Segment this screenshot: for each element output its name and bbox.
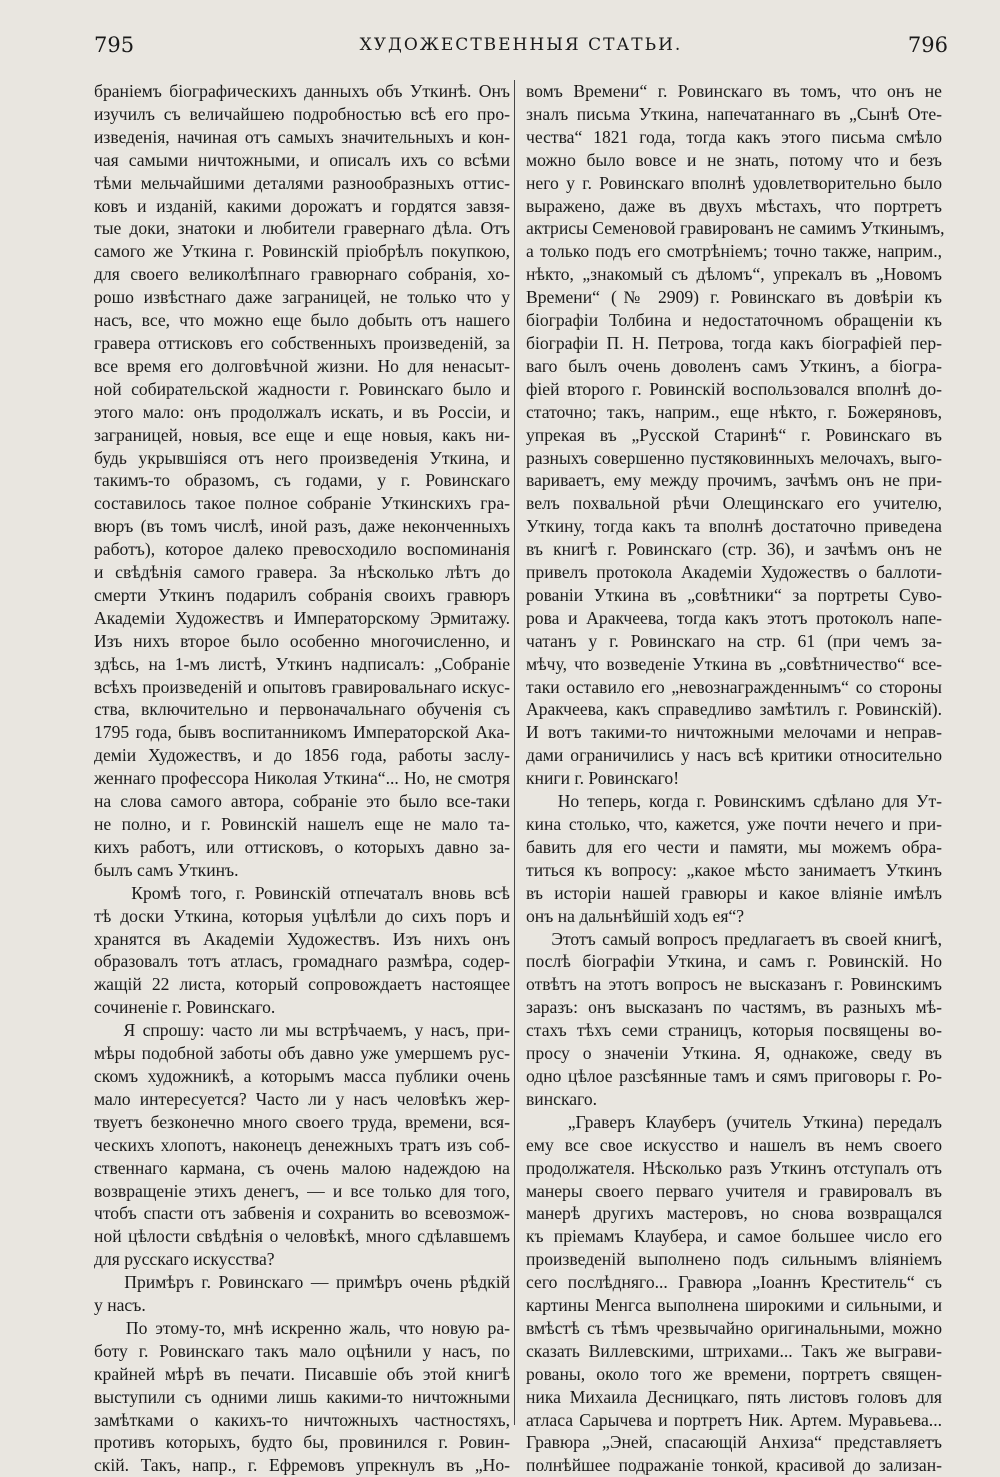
text-line: жащій 22 листа, который сопровождаетъ настоящее (94, 974, 510, 995)
text-line: чатанъ у г. Ровинскаго на стр. 61 (при чемъ за- (526, 630, 942, 651)
text-line: для своего великолѣпнаго гравюрнаго собранія, хо- (94, 264, 510, 285)
text-line: привелъ протокола Академіи Художествъ о баллоти- (526, 562, 942, 583)
right-page-number: 796 (907, 33, 948, 57)
text-line: разныхъ совершенно пустяковинныхъ мелочахъ, выго- (526, 447, 942, 468)
text-line: крайней мѣрѣ въ печати. Писавшіе объ этой книгѣ (94, 1363, 510, 1384)
text-line: не полно, и г. Ровинскій нашелъ еще не мало та- (94, 814, 510, 834)
text-line: титься къ вопросу: „какое мѣсто занимаетъ Уткинъ (526, 859, 942, 880)
text-line: чая самыми ничтожными, и описалъ ихъ со всѣми (94, 149, 510, 170)
right-column (526, 80, 945, 1476)
text-line: сочиненіе г. Ровинскаго. (94, 997, 276, 1018)
text-line: кихъ работъ, или оттисковъ, о которыхъ давно за- (94, 836, 510, 857)
text-line: Аракчеева, какъ справедливо замѣтилъ г. Ровинскій). (526, 699, 942, 720)
text-line: вюръ (въ томъ числѣ, иной разъ, даже неконченныхъ (94, 516, 510, 537)
text-line: одно цѣлое разсѣянные тамъ и сямъ приговоры г. Ро- (526, 1065, 942, 1086)
text-line: продолжателя. Нѣсколько разъ Уткинъ отступалъ отъ (526, 1157, 942, 1178)
text-line: біографіи П. Н. Петрова, тогда какъ біографіей пер- (526, 332, 942, 353)
text-line: упрекая въ „Русской Старинѣ“ г. Ровинскаго въ (526, 424, 942, 445)
text-line: него у г. Ровинскаго вполнѣ удовлетворительно было (526, 172, 942, 193)
text-line: женнаго профессора Николая Уткина“... Но, не смотря (94, 768, 510, 789)
text-line: изучилъ съ величайшею подробностью всѣ его про- (94, 103, 510, 124)
text-line: можно было вовсе и не знать, потому что и безъ (526, 149, 942, 170)
text-line: въ книгѣ г. Ровинскаго (стр. 36), и зачѣмъ онъ не (526, 539, 942, 560)
text-line: ства, включительно и первоначальнаго обученія съ (94, 699, 510, 720)
text-line: гравера оттисковъ его собственныхъ произведеній, за (94, 332, 510, 353)
text-line: всѣхъ произведеній и опытовъ гравировальнаго искус- (94, 676, 510, 697)
text-line: ему все свое искусство и нашелъ въ немъ своего (526, 1134, 942, 1155)
text-line: полнѣйшее подражаніе тонкой, красивой до зализан- (526, 1455, 942, 1476)
text-line: рованы, около того же времени, портретъ священ- (526, 1363, 942, 1384)
text-line: атласа Сарычева и портретъ Ник. Артем. Муравьева... (526, 1409, 942, 1430)
text-line: тые доки, знатоки и любители гравернаго дѣла. Отъ (94, 218, 510, 239)
text-line: „Граверъ Клауберъ (учитель Уткина) передалъ (526, 1111, 942, 1132)
text-line: тѣми мельчайшими деталями разнообразныхъ оттис- (94, 172, 510, 193)
running-title: ХУДОЖЕСТВЕННЫЯ СТАТЬИ. (359, 35, 683, 55)
text-line: чества“ 1821 года, тогда какъ этого письма смѣло (526, 126, 942, 147)
text-line: въ исторіи нашей гравюры и какое вліяніе имѣлъ (526, 882, 942, 903)
text-line: По этому-то, мнѣ искренно жаль, что новую ра- (94, 1317, 510, 1338)
text-line: статочно; такъ, наприм., еще нѣкто, г. Божеряновъ, (526, 401, 942, 422)
text-line: ваго былъ очень доволенъ самъ Уткинъ, а біогра- (526, 355, 942, 376)
text-line: просу о значеніи Уткина. Я, однакоже, сведу въ (526, 1043, 942, 1064)
text-line: возвращеніе этихъ денегъ, — и все только для того, (94, 1180, 510, 1201)
text-line: Академіи Художествъ и Императорскому Эрмитажу. (94, 607, 510, 628)
text-line: мало интересуется? Часто ли у насъ человѣкъ жер- (94, 1088, 510, 1109)
text-line: Этотъ самый вопросъ предлагаетъ въ своей книгѣ, (526, 928, 942, 949)
text-line: выражено, даже въ двухъ мѣстахъ, что портретъ (526, 195, 942, 216)
text-line: книги г. Ровинскаго! (526, 768, 680, 789)
text-line: браніемъ біографическихъ данныхъ объ Уткинѣ. Онъ (94, 81, 510, 101)
text-line: заразъ: онъ высказанъ по частямъ, въ разныхъ мѣ- (526, 997, 942, 1018)
text-line: скомъ художникѣ, а которымъ масса публики очень (94, 1065, 510, 1086)
text-line: выступили съ одними лишь какими-то ничтожными (94, 1386, 510, 1407)
text-line: и свѣдѣнія самого гравера. За нѣсколько лѣтъ до (94, 562, 510, 583)
text-line: таки оставило его „невознагражденнымъ“ со стороны (526, 676, 942, 697)
text-line: велъ похвальной рѣчи Олещинскаго его учителю, (526, 493, 942, 514)
text-line: смерти Уткинъ подарилъ собранія своихъ гравюръ (94, 584, 510, 605)
text-line: фіей второго г. Ровинскій воспользовался вполнѣ до- (526, 378, 942, 399)
text-line: манеры своего перваго учителя и гравировалъ въ (526, 1180, 942, 1201)
text-line: актрисы Семеновой гравированъ не самимъ Уткинымъ, (526, 218, 945, 239)
column-divider (514, 80, 515, 1425)
text-line: картины Менгса выполнена широкими и сильными, и (526, 1295, 942, 1316)
text-line: бавить для его чести и памяти, мы можемъ обра- (526, 836, 942, 857)
text-line: этого мало: онъ продолжалъ искать, и въ Россіи, и (94, 401, 510, 422)
text-line: Гравюра „Эней, спасающій Анхиза“ представляетъ (526, 1432, 942, 1453)
text-line: ческихъ хлопотъ, наконецъ денежныхъ тратъ изъ соб- (94, 1134, 510, 1155)
left-column (94, 80, 510, 1476)
text-line: здѣсь, на 1-мъ листѣ, Уткинъ надписалъ: „Собраніе (94, 653, 510, 674)
text-line: Изъ нихъ второе было особенно многочисленно, и (94, 630, 510, 651)
text-line: такимъ-то образомъ, съ годами, у г. Ровинскаго (94, 470, 510, 491)
text-line: зналъ письма Уткина, напечатаннаго въ „Сынѣ Оте- (526, 103, 942, 124)
text-line: И вотъ такими-то ничтожными мелочами и неправ- (526, 722, 942, 743)
text-line: на слова самого автора, собраніе это было все-таки (94, 791, 510, 812)
text-line: скій. Такъ, напр., г. Ефремовъ упрекнулъ въ „Но- (94, 1455, 510, 1476)
text-line: нѣкто, „знакомый съ дѣломъ“, упрекалъ въ „Новомъ (526, 264, 942, 285)
text-line: Я спрошу: часто ли мы встрѣчаемъ, у насъ, при- (94, 1020, 510, 1041)
text-line: у насъ. (94, 1295, 146, 1316)
text-line: Примѣръ г. Ровинскаго — примѣръ очень рѣдкій (94, 1272, 510, 1293)
text-line: самого же Уткина г. Ровинскій пріобрѣлъ покупкою, (94, 241, 510, 262)
text-line: деміи Художествъ, и до 1856 года, работы заслу- (94, 745, 510, 766)
text-line: тѣ доски Уткина, которыя уцѣлѣли до сихъ поръ и (94, 905, 510, 926)
text-line: былъ самъ Уткинъ. (94, 859, 239, 880)
text-line: хранятся въ Академіи Художествъ. Изъ нихъ онъ (94, 928, 510, 949)
text-line: Времени“ (№ 2909) г. Ровинскаго въ довѣріи къ (526, 287, 942, 308)
text-line: онъ на дальнѣйшій ходъ ея“? (526, 905, 745, 926)
text-line: Но теперь, когда г. Ровинскимъ сдѣлано для Ут- (526, 791, 942, 812)
text-line: Кромѣ того, г. Ровинскій отпечаталъ вновь всѣ (94, 882, 510, 903)
text-line: чтобъ спасти отъ забвенія и сохранить во всевозмож- (94, 1203, 510, 1224)
text-line: отвѣтъ на этотъ вопросъ не высказанъ г. Ровинскимъ (526, 974, 942, 995)
text-line: ника Михаила Десницкаго, пять листовъ головъ для (526, 1386, 942, 1407)
text-line: образовалъ тотъ атласъ, громаднаго размѣра, содер- (94, 951, 510, 972)
text-line: насъ, все, что можно еще было добыть отъ нашего (94, 310, 510, 331)
text-line: вмѣстѣ съ тѣмъ чрезвычайно оригинальными, можно (526, 1317, 942, 1338)
text-line: противъ которыхъ, будто бы, провинился г. Ровин- (94, 1432, 510, 1453)
left-page-number: 795 (94, 33, 135, 57)
text-line: кина столько, что, кажется, уже почти нечего и при- (526, 814, 942, 834)
text-line: замѣтками о какихъ-то ничтожныхъ частностяхъ, (94, 1409, 510, 1430)
text-line: а только подъ его смотрѣніемъ; точно также, наприм., (526, 241, 942, 262)
text-line: работъ), которое далеко превосходило воспоминанія (94, 539, 510, 560)
text-line: рованіи Уткина въ „совѣтники“ за портреты Суво- (526, 584, 942, 605)
text-line: къ пріемамъ Клаубера, и самое большее число его (526, 1226, 942, 1247)
text-line: твуетъ безконечно много своего труда, времени, вся- (94, 1111, 510, 1132)
text-line: для русскаго искусства? (94, 1249, 275, 1270)
text-line: винскаго. (526, 1088, 598, 1109)
text-line: рова и Аракчеева, тогда какъ этотъ протоколъ напе- (526, 607, 942, 628)
text-line: Уткину, тогда какъ та вполнѣ достаточно приведена (526, 516, 942, 537)
text-line: боту г. Ровинскаго такъ мало оцѣнили у насъ, по (94, 1340, 510, 1361)
text-line: ственнаго кармана, съ очень малою надеждою на (94, 1157, 510, 1178)
text-line: дами ограничились у насъ всѣ критики относительно (526, 745, 942, 766)
text-line: ной цѣлости свѣдѣнія о человѣкѣ, много сдѣлавшемъ (94, 1226, 510, 1247)
text-line: послѣ біографіи Уткина, и самъ г. Ровинскій. Но (526, 951, 942, 972)
text-line: ной собирательской жадности г. Ровинскаго было и (94, 378, 510, 399)
page-header (94, 28, 948, 62)
text-line: изведенія, начиная отъ самыхъ значительныхъ и кон- (94, 126, 510, 147)
text-line: вариваетъ, ему между прочимъ, зачѣмъ онъ не при- (526, 470, 942, 491)
text-line: вомъ Времени“ г. Ровинскаго въ томъ, что онъ не (526, 81, 942, 101)
text-line: заграницей, новыя, все еще и еще новыя, какъ ни- (94, 424, 510, 445)
text-line: сказать Виллевскими, штрихами... Такъ же выграви- (526, 1340, 942, 1361)
text-line: составилось такое полное собраніе Уткинскихъ гра- (94, 493, 510, 514)
text-line: сего послѣдняго... Гравюра „Іоаннъ Креститель“ съ (526, 1272, 942, 1293)
text-line: 1795 года, бывъ воспитанникомъ Императорской Ака- (94, 722, 510, 743)
text-line: мѣчу, что возведеніе Уткина въ „совѣтничество“ все- (526, 653, 942, 674)
text-line: стахъ тѣхъ семи страницъ, которыя посвящены во- (526, 1020, 942, 1041)
text-line: произведеній выполнено подъ сильнымъ вліяніемъ (526, 1249, 942, 1270)
text-line: мѣры подобной заботы объ давно уже умершемъ рус- (94, 1043, 510, 1064)
text-line: біографіи Толбина и недостаточномъ обращеніи къ (526, 310, 942, 331)
text-line: манерѣ другихъ мастеровъ, но снова возвращался (526, 1203, 942, 1224)
text-line: рошо извѣстнаго даже заграницей, не только что у (94, 287, 510, 308)
text-line: будь укрывшіяся отъ него произведенія Уткина, и (94, 447, 510, 468)
text-line: ковъ и изданій, какими дорожатъ и гордятся завзя- (94, 195, 510, 216)
text-line: все время его долговѣчной жизни. Но для ненасыт- (94, 355, 510, 376)
